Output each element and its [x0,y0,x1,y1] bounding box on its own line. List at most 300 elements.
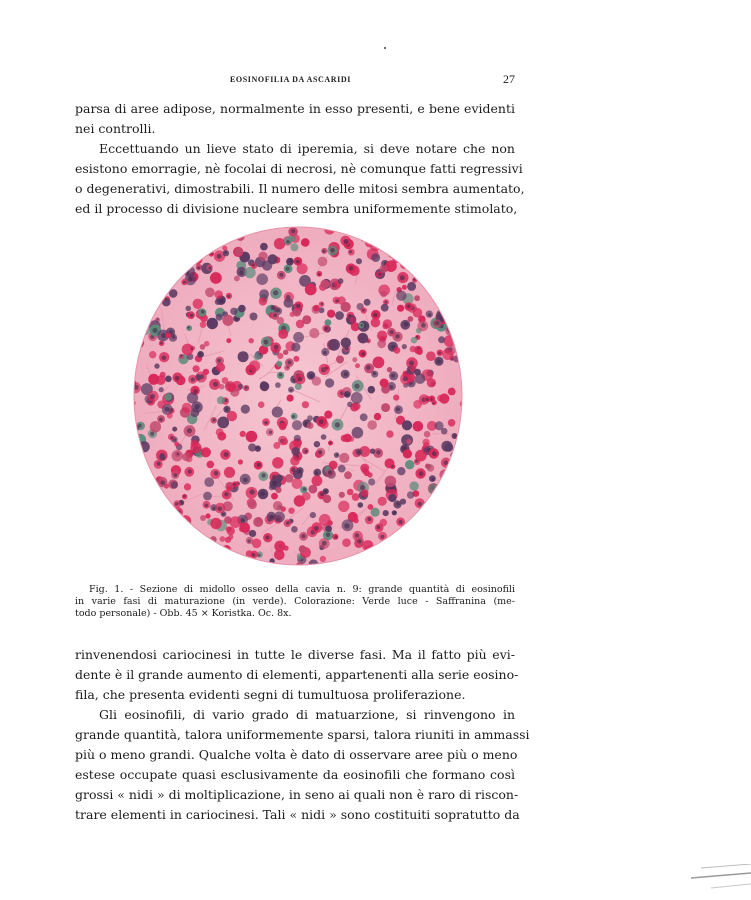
cell [156,243,165,252]
cell [452,228,458,234]
cell [145,502,154,511]
cell-nucleus [174,474,178,478]
cell-nucleus [162,355,167,360]
cell [132,300,138,309]
cell [132,541,138,548]
cell [143,285,148,290]
cell [445,559,452,566]
cell-nucleus [335,422,340,427]
cell-nucleus [329,442,331,444]
cell [351,392,363,404]
cell [427,280,436,289]
cell [149,479,155,485]
cell [172,427,177,432]
cell [283,350,288,355]
cell-nucleus [407,304,411,308]
cell [284,298,294,308]
paragraph-cariocinesi [75,645,519,705]
cell [248,500,257,509]
cell [415,545,425,555]
cell [438,545,444,551]
cell [133,257,143,267]
cell [132,316,136,322]
cell-nucleus [395,334,400,339]
cell [133,281,141,289]
cell [150,421,161,432]
cell [421,502,433,514]
cell [438,240,446,248]
cell [176,226,185,235]
cell-nucleus [424,517,426,519]
cell [338,278,344,284]
cell [136,327,145,336]
cell [431,492,443,504]
cell-nucleus [272,307,274,309]
cell [402,551,412,561]
cell [183,561,192,567]
cell-nucleus [368,517,372,521]
cell [279,423,287,431]
cell [400,248,410,258]
cell [191,243,199,251]
cell [402,420,412,430]
cell [396,291,406,301]
cell [327,520,333,526]
cell [405,460,414,469]
cell-nucleus [171,546,175,550]
cell-nucleus [170,436,173,439]
cell-nucleus [274,345,279,350]
cell [132,325,139,337]
cell [411,337,418,344]
cell [356,258,362,264]
cell [133,263,140,270]
text-line: ed il processo di divisione nucleare sembra uniformemente stimolato, [75,201,518,216]
cell [358,333,369,344]
cell [431,510,439,518]
cell-nucleus [195,404,200,409]
cell-nucleus [318,450,322,454]
cell-nucleus [305,450,308,453]
cell [156,375,166,385]
cell-nucleus [439,548,442,551]
cell [427,464,435,472]
cell [442,257,450,265]
cell-nucleus [161,481,166,486]
cell [353,518,358,523]
cell [288,508,294,514]
page-number: 27 [503,72,515,86]
cell [425,255,432,262]
cell-nucleus [157,462,161,466]
cell [275,487,281,493]
cell [451,491,461,501]
cell [207,461,215,469]
cell [402,344,407,349]
cell-nucleus [142,311,146,315]
cell-nucleus [362,309,365,312]
stroma-fiber [387,235,408,244]
cell [417,528,423,534]
cell-nucleus [399,520,403,524]
cell [132,458,137,466]
cell [368,504,374,510]
cell-nucleus [335,536,338,539]
cell [409,533,416,540]
cell-nucleus [142,274,146,278]
cell [415,535,425,545]
cell [312,475,323,486]
cell [163,269,171,277]
cell-nucleus [212,560,217,565]
cell-nucleus [272,481,277,486]
page-edge-shadow [691,864,751,892]
text-line: trare elementi in cariocinesi. Tali « nidi » sono costituiti sopratutto da [75,807,520,822]
cell-nucleus [444,250,447,253]
cell [407,491,414,498]
cell [135,321,146,332]
cell [132,544,139,553]
cell [165,333,171,339]
cell-nucleus [432,451,437,456]
text-line: parsa di aree adipose, normalmente in esso presenti, e bene evidenti [75,101,515,116]
cell-nucleus [197,266,200,269]
cell [294,495,305,506]
cell-nucleus [390,330,394,334]
cell-nucleus [325,367,327,369]
cell [205,549,215,559]
cell [413,421,424,432]
cell-nucleus [408,265,411,268]
cell [138,293,145,300]
cell [203,492,212,501]
cell [140,271,149,280]
cell [302,401,309,408]
cell [438,336,445,343]
cell-nucleus [418,537,422,541]
cell-nucleus [424,505,429,510]
cell-nucleus [445,478,449,482]
cell [132,326,139,334]
cell-nucleus [174,253,178,257]
cell [291,343,300,352]
cell [239,522,250,533]
cell-nucleus [396,502,400,506]
cell-nucleus [404,322,408,326]
cell-nucleus [261,473,265,477]
cell [368,478,375,485]
cell [285,474,294,483]
cell-nucleus [269,431,272,434]
text-line: fila, che presenta evidenti segni di tumultuosa proliferazione. [75,687,466,702]
cell-nucleus [376,450,380,454]
cell-nucleus [273,314,277,318]
cell [454,225,464,232]
cell [193,365,200,372]
cell [445,300,456,311]
cell [416,349,422,355]
cell-nucleus [248,539,251,542]
cell [454,519,461,526]
cell [132,350,138,358]
cell [186,306,192,312]
cell [448,502,458,512]
cell-nucleus [448,225,452,228]
cell [154,506,162,514]
cell-nucleus [318,273,321,276]
paragraph-iperemia [75,139,525,219]
cell-nucleus [357,451,360,454]
cell [401,545,407,551]
cell [447,492,455,500]
cell [216,363,225,372]
cell [222,246,227,251]
cell [444,510,454,520]
cell [349,225,356,230]
cell-nucleus [289,259,293,263]
cell [204,477,214,487]
cell [410,527,420,537]
cell-nucleus [171,263,175,267]
cell-nucleus [260,491,265,496]
cell [451,225,458,230]
cell-nucleus [264,421,267,424]
cell [397,305,404,312]
cell [184,483,191,490]
cell [142,497,150,505]
cell-nucleus [152,328,157,333]
cell [301,238,310,247]
cell [155,242,167,254]
cell-nucleus [151,548,153,550]
cell [171,557,180,566]
cell-nucleus [187,326,190,329]
cell [442,248,448,254]
cell [423,516,428,521]
cell [383,547,394,558]
cell-nucleus [309,374,313,378]
cell [459,540,465,551]
cell [438,482,448,492]
cell [278,329,288,339]
cell [141,490,147,496]
cell [367,472,372,477]
cell [454,311,464,323]
cell [448,321,454,327]
cell-nucleus [212,233,217,238]
cell-nucleus [217,254,222,259]
cell-nucleus [245,386,248,389]
cell [435,532,444,541]
cell [441,225,452,232]
cell [412,538,423,549]
cell [415,373,426,384]
cell [174,442,179,447]
cell [437,395,444,402]
cell [207,318,218,329]
cell-nucleus [224,492,228,496]
cell [290,456,299,465]
cell-nucleus [180,253,183,256]
cell [273,501,283,511]
cell-nucleus [421,323,426,328]
cell [440,293,448,301]
cell-nucleus [445,554,450,559]
cell [232,225,239,231]
stroma-fiber [353,564,370,567]
cell [450,547,460,557]
cell [171,238,181,248]
cell [321,280,330,289]
cell [154,510,166,522]
cell-nucleus [452,482,457,487]
cell [189,561,198,567]
cell [228,534,233,539]
cell [248,443,256,451]
cell-nucleus [454,435,457,438]
cell-nucleus [438,352,441,355]
cell [402,252,414,264]
caption-line: in varie fasi di maturazione (in verde). Colorazione: Verde luce - Saffranina (me- [75,596,515,607]
cell-nucleus [449,271,452,274]
cell-nucleus [180,355,182,357]
cell [413,532,418,537]
cell [213,225,224,232]
cell-nucleus [457,225,462,229]
cell-nucleus [322,541,327,546]
cell [324,411,332,419]
cell [360,464,369,473]
cell-nucleus [450,474,455,479]
stroma-fiber [268,372,286,373]
cell [277,353,283,359]
cell-nucleus [412,536,415,539]
stroma-fiber [164,270,176,275]
cell [370,449,375,454]
cell [439,262,447,270]
cell [409,481,418,490]
cell-nucleus [257,463,261,467]
cell-nucleus [452,550,457,555]
cell-nucleus [252,264,255,267]
cell [216,314,223,321]
running-title: EOSINOFILIA DA ASCARIDI [230,75,351,84]
cell-nucleus [233,226,236,229]
cell-nucleus [378,554,382,558]
cell-nucleus [273,290,278,295]
cell [424,431,431,438]
cell [454,239,461,246]
cell-nucleus [452,303,455,306]
cell [192,550,202,560]
cell [448,419,456,427]
cell [349,436,355,442]
cell-nucleus [456,323,461,328]
cell [132,543,138,549]
cell [423,439,430,446]
cell [159,387,164,392]
cell [448,388,456,396]
cell [163,270,169,276]
cell [378,497,387,506]
cell [260,382,270,392]
cell [165,515,175,525]
cell [230,516,242,528]
cell [291,447,300,456]
cell [140,478,149,487]
cell [210,518,221,529]
cell-nucleus [279,273,283,277]
text-line: Gli eosinofili, di vario grado di matuarzione, si rinvengono in [99,707,515,722]
cell [443,503,452,512]
cell [168,261,177,270]
cell-nucleus [151,555,155,559]
cell [208,231,219,242]
cell [361,489,369,497]
cell-nucleus [160,342,163,345]
cell [136,551,147,562]
cell-nucleus [217,359,221,363]
cell-nucleus [159,418,163,422]
cell [240,225,246,231]
cell-nucleus [225,408,228,411]
cell [197,544,206,553]
cell [361,228,367,234]
cell [182,403,192,413]
cell [380,291,387,298]
cell-nucleus [328,470,332,474]
cell-nucleus [296,304,300,308]
cell [420,225,429,232]
cell [143,254,150,261]
cell [132,470,140,481]
cell [226,338,231,343]
cell [338,465,346,473]
cell-nucleus [336,454,339,457]
cell [141,476,152,487]
cell [235,247,243,255]
cell [287,395,294,402]
cell-nucleus [429,545,432,548]
figure-caption [75,584,515,620]
cell [299,545,307,553]
cell-nucleus [208,552,212,556]
cell-nucleus [187,277,192,282]
cell [424,527,433,536]
cell [335,311,344,320]
cell [293,332,304,343]
cell-nucleus [324,327,327,330]
cell [394,347,401,354]
cell-nucleus [391,374,395,378]
cell [408,257,416,265]
cell-nucleus [427,529,431,533]
cell [181,549,189,557]
cell-nucleus [224,251,227,254]
cell [138,319,148,329]
cell-nucleus [453,278,457,282]
cell-nucleus [142,492,145,495]
cell-nucleus [217,506,222,511]
cell [432,497,444,509]
cell [176,534,187,545]
cell-nucleus [157,509,161,513]
cell-nucleus [142,533,147,538]
cell [430,507,441,518]
cell [167,413,173,419]
cell [412,229,421,238]
cell-nucleus [326,533,331,538]
